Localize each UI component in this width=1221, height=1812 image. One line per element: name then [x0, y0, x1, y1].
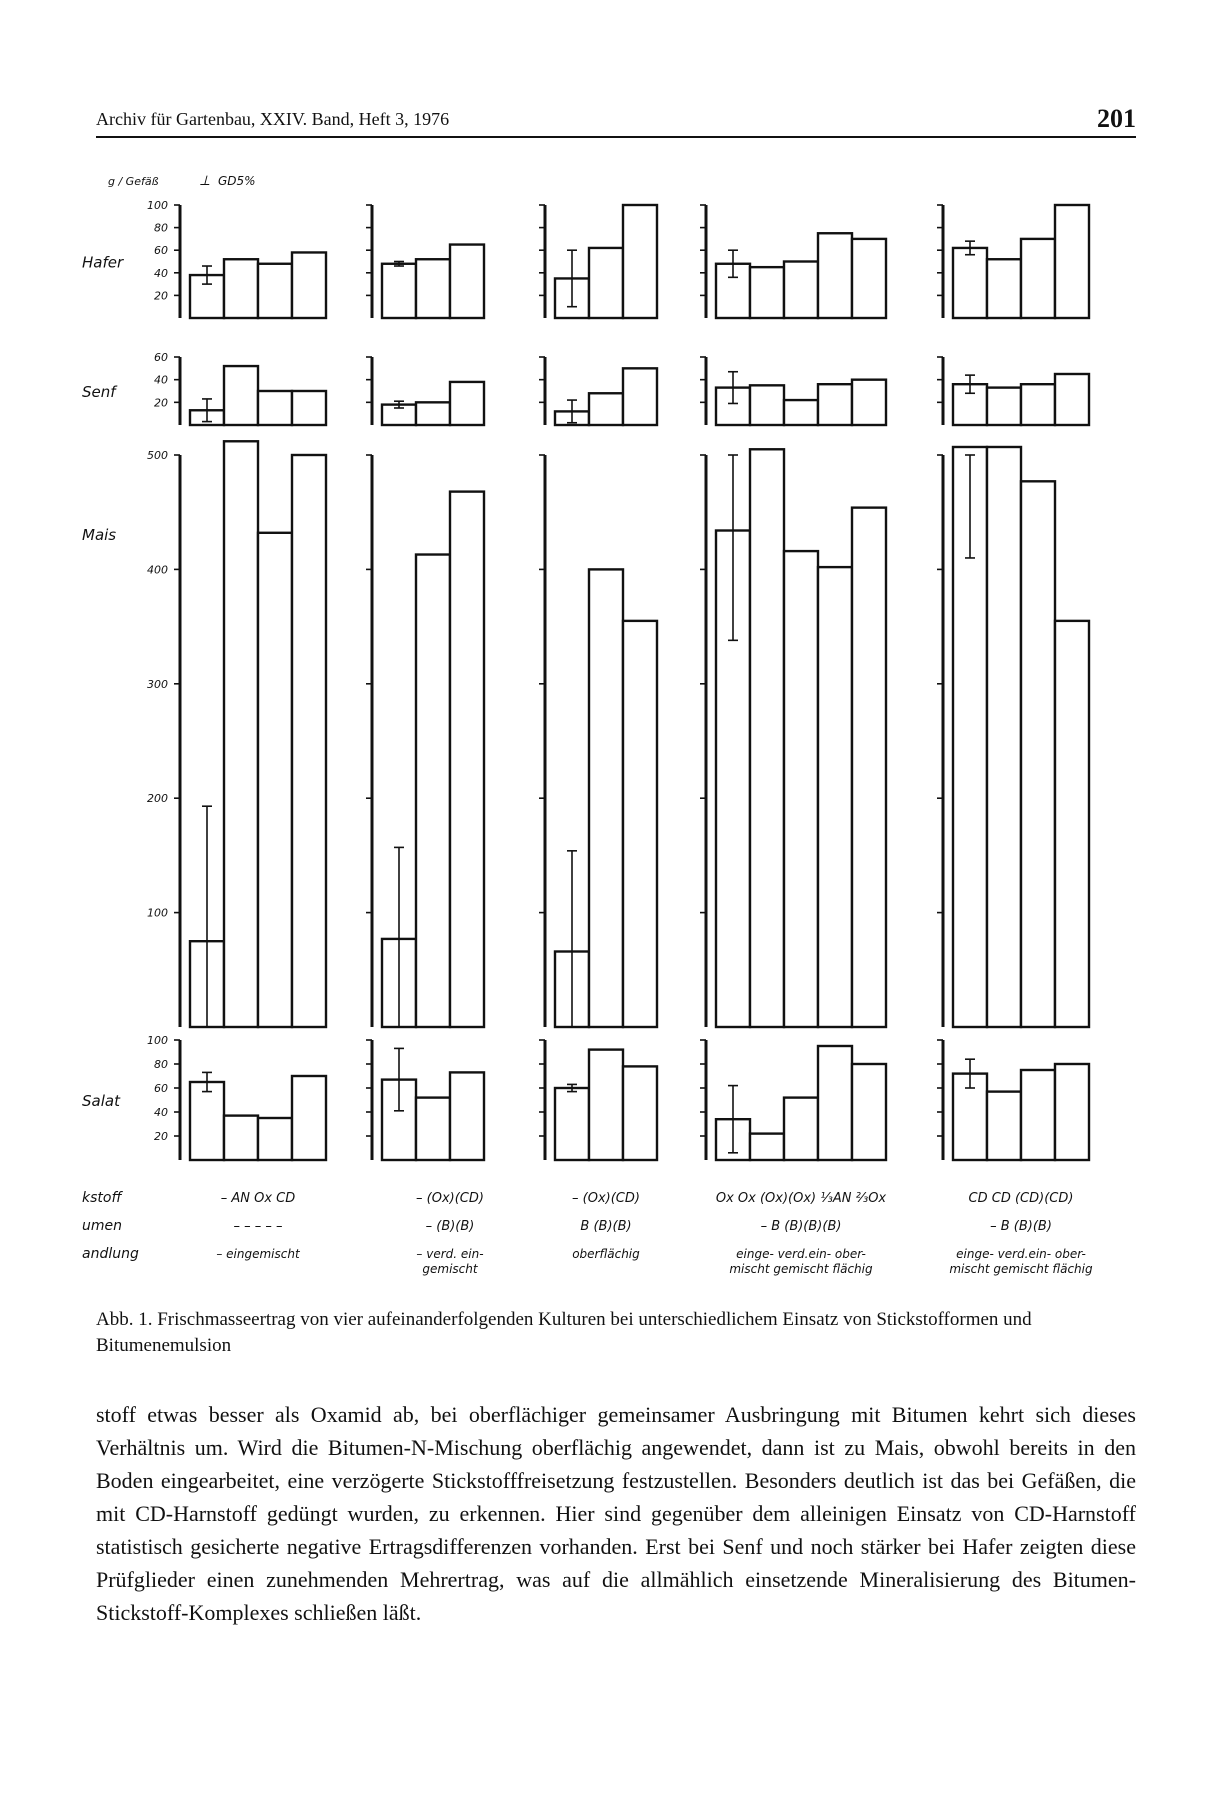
treatment-label-g4: einge- verd.ein- ober- [736, 1247, 866, 1261]
tick-label: 60 [154, 244, 168, 258]
bar-mais-g4-3 [784, 551, 818, 1027]
tick-label: 80 [154, 221, 168, 235]
bar-senf-g3-3 [623, 368, 657, 425]
bar-hafer-g4-3 [784, 262, 818, 319]
bar-senf-g4-5 [852, 380, 886, 425]
bar-mais-g4-2 [750, 449, 784, 1027]
bitumen-label-g3: B (B)(B) [580, 1219, 632, 1234]
bar-mais-g4-4 [818, 567, 852, 1027]
tick-label: 100 [147, 1034, 168, 1047]
tick-label: 20 [154, 396, 168, 410]
journal-title: Archiv für Gartenbau, XXIV. Band, Heft 3, 1976 [96, 109, 450, 129]
bar-salat-g1-2 [224, 1116, 258, 1160]
tick-label: 100 [147, 199, 168, 212]
bar-salat-g1-4 [292, 1076, 326, 1160]
figure-caption: Abb. 1. Frischmasseertrag von vier aufeinanderfolgenden Kulturen bei unterschiedlichem Einsatz von Stickstofformen und Bitumenemulsion [96, 1309, 1032, 1356]
bar-hafer-g1-2 [224, 259, 258, 318]
row-label-1: kstoff [82, 1190, 122, 1206]
treatment-label-g2: – verd. ein- [416, 1247, 484, 1261]
bar-hafer-g5-4 [1055, 205, 1089, 318]
bar-senf-g4-2 [750, 385, 784, 425]
bar-hafer-g5-2 [987, 259, 1021, 318]
bar-mais-g1-4 [292, 455, 326, 1027]
bar-senf-g1-4 [292, 391, 326, 425]
bar-senf-g5-4 [1055, 374, 1089, 425]
tick-label: 20 [154, 1130, 168, 1143]
bar-salat-g3-2 [589, 1050, 623, 1160]
bar-salat-g5-4 [1055, 1064, 1089, 1160]
crop-label-mais: Mais [82, 526, 117, 544]
bar-salat-g4-2 [750, 1134, 784, 1160]
row-label-3: andlung [82, 1246, 139, 1262]
bar-senf-g1-3 [258, 391, 292, 425]
bar-hafer-g1-4 [292, 252, 326, 318]
tick-label: 40 [154, 373, 168, 387]
n-form-label-g4: Ox Ox (Ox)(Ox) ⅓AN ⅔Ox [715, 1191, 887, 1206]
bar-salat-g1-3 [258, 1118, 292, 1160]
bar-hafer-g3-2 [589, 248, 623, 318]
bar-senf-g4-4 [818, 384, 852, 425]
crop-label-senf: Senf [82, 383, 116, 401]
bar-senf-g5-2 [987, 388, 1021, 425]
bitumen-label-g1: – – – – – [233, 1219, 283, 1234]
n-form-label-g5: CD CD (CD)(CD) [968, 1191, 1074, 1206]
bar-salat-g3-3 [623, 1066, 657, 1160]
tick-label: 40 [154, 1106, 168, 1119]
treatment-label-g5: einge- verd.ein- ober- [956, 1247, 1086, 1261]
bar-mais-g1-2 [224, 441, 258, 1027]
errorbar-legend-icon: ⟂ [200, 173, 210, 189]
bar-mais-g1-3 [258, 533, 292, 1027]
crop-label-hafer: Hafer [82, 253, 124, 272]
body-paragraph [96, 1398, 1136, 1629]
bar-hafer-g1-3 [258, 264, 292, 318]
bar-salat-g1-1 [190, 1082, 224, 1160]
bar-mais-g2-2 [416, 555, 450, 1027]
bar-hafer-g4-4 [818, 233, 852, 318]
bar-mais-g2-3 [450, 492, 484, 1027]
bar-senf-g2-3 [450, 382, 484, 425]
bar-mais-g5-2 [987, 447, 1021, 1027]
tick-label: 20 [154, 289, 168, 303]
unit-label: g / Gefäß [108, 175, 159, 188]
tick-label: 100 [147, 906, 168, 920]
treatment-label-2-g2: gemischt [422, 1262, 478, 1276]
bar-hafer-g3-3 [623, 205, 657, 318]
tick-label: 60 [154, 1082, 168, 1095]
bar-hafer-g2-3 [450, 245, 484, 318]
n-form-label-g1: – AN Ox CD [220, 1191, 296, 1206]
bar-salat-g3-1 [555, 1088, 589, 1160]
body-text: stoff etwas besser als Oxamid ab, bei oberflächiger gemeinsamer Ausbringung mit Bitumen kehrt sich dieses Verhältnis um. Wird die Bitumen-N-Mischung oberflächig angewendet, dann ist zu Mais, obwohl bereits in den Boden eingearbeitet, eine verzögerte Stickstofffreisetzung festzustellen. Besonders deutlich ist das bei Gefäßen, die mit CD-Harnstoff gedüngt wurden, zu erkennen. Hier sind gegenüber dem alleinigen Einsatz von CD-Harnstoff statistisch gesicherte negative Ertragsdifferenzen vorhanden. Erst bei Senf und noch stärker bei Hafer zeigten diese Prüfglieder einen zunehmenden Mehrertrag, was auf die allmählich einsetzende Mineralisierung des Bitumen-Stickstoff-Komplexes schließen läßt. [96, 1402, 1136, 1625]
bar-senf-g2-2 [416, 402, 450, 425]
bar-salat-g4-4 [818, 1046, 852, 1160]
bar-hafer-g5-3 [1021, 239, 1055, 318]
tick-label: 80 [154, 1058, 168, 1071]
errorbar-legend-label: GD5% [218, 174, 256, 188]
tick-label: 500 [147, 449, 168, 462]
bar-senf-g4-3 [784, 400, 818, 425]
bitumen-label-g4: – B (B)(B)(B) [760, 1219, 842, 1234]
bitumen-label-g2: – (B)(B) [425, 1219, 475, 1234]
bar-mais-g3-2 [589, 569, 623, 1027]
bar-mais-g3-3 [623, 621, 657, 1027]
bar-senf-g1-2 [224, 366, 258, 425]
bar-hafer-g4-2 [750, 267, 784, 318]
treatment-label-2-g4: mischt gemischt flächig [729, 1262, 873, 1276]
tick-label: 300 [147, 677, 168, 691]
treatment-label-g1: – eingemischt [216, 1247, 300, 1261]
bar-salat-g5-3 [1021, 1070, 1055, 1160]
crop-label-salat: Salat [82, 1092, 120, 1110]
bar-mais-g5-4 [1055, 621, 1089, 1027]
bar-salat-g2-2 [416, 1098, 450, 1160]
treatment-label-g3: oberflächig [572, 1247, 640, 1261]
bitumen-label-g5: – B (B)(B) [990, 1219, 1052, 1234]
treatment-label-2-g5: mischt gemischt flächig [949, 1262, 1093, 1276]
bar-hafer-g2-2 [416, 259, 450, 318]
row-label-2: umen [82, 1218, 122, 1234]
bar-hafer-g4-5 [852, 239, 886, 318]
bar-hafer-g5-1 [953, 248, 987, 318]
n-form-label-g2: – (Ox)(CD) [416, 1191, 484, 1206]
bar-salat-g4-5 [852, 1064, 886, 1160]
bar-salat-g4-3 [784, 1098, 818, 1160]
bar-salat-g5-2 [987, 1092, 1021, 1160]
tick-label: 40 [154, 266, 168, 280]
bar-senf-g3-2 [589, 393, 623, 425]
bar-mais-g5-3 [1021, 481, 1055, 1027]
tick-label: 60 [154, 351, 168, 364]
bar-salat-g2-3 [450, 1072, 484, 1160]
bar-senf-g5-3 [1021, 384, 1055, 425]
tick-label: 400 [147, 563, 168, 577]
bar-mais-g4-5 [852, 508, 886, 1027]
n-form-label-g3: – (Ox)(CD) [572, 1191, 640, 1206]
tick-label: 200 [147, 792, 168, 806]
bar-hafer-g2-1 [382, 264, 416, 318]
page-number: 201 [1097, 104, 1136, 133]
